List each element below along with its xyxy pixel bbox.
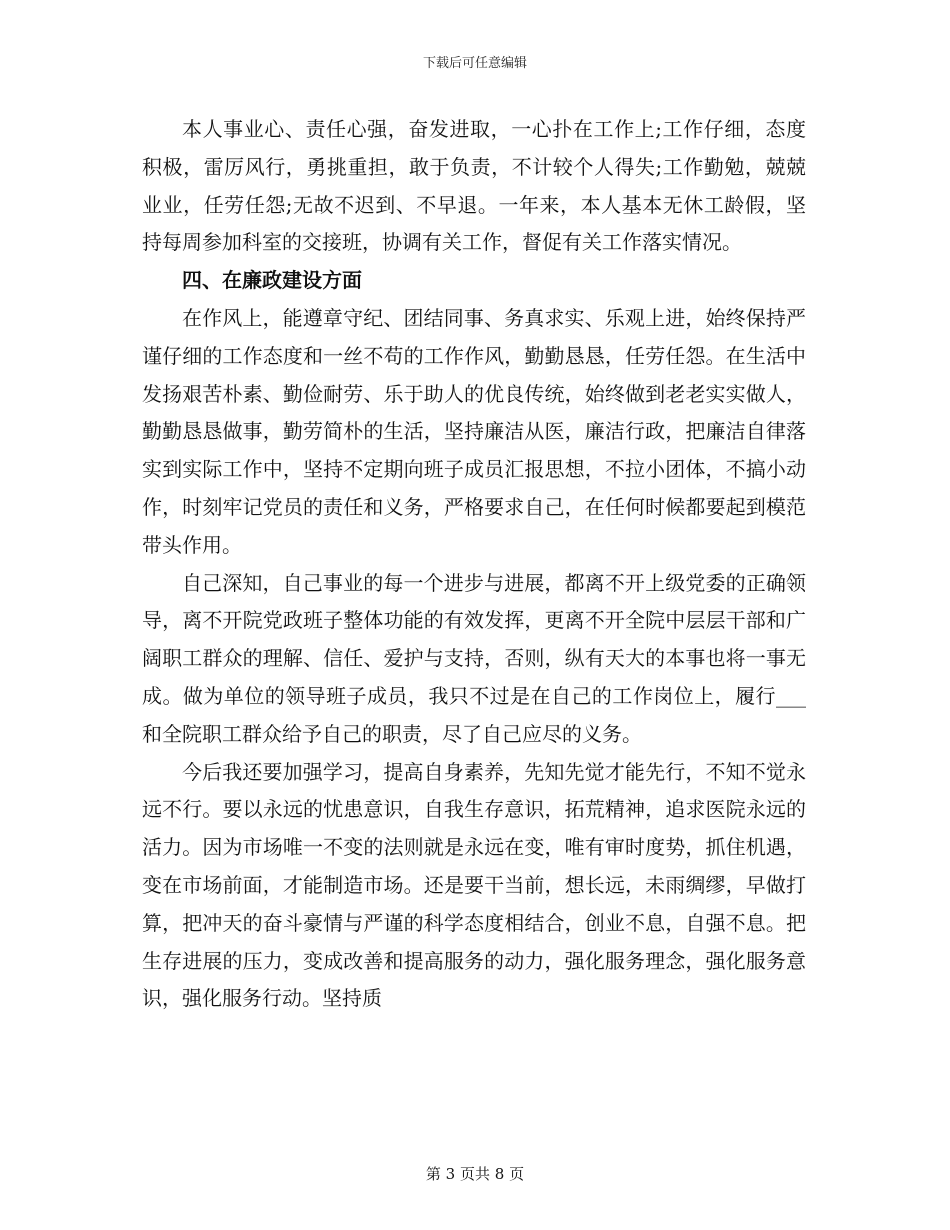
document-body [142,111,806,1018]
paragraph-self-awareness: 自己深知，自己事业的每一个进步与进展，都离不开上级党委的正确领导，离不开院党政班子整体功能的有效发挥，更离不开全院中层层干部和广阔职工群众的理解、信任、爱护与支持，否则，纵有天大的本事也将一事无成。做为单位的领导班子成员，我只不过是在自己的工作岗位上，履行___和全院职工群众给予自己的职责，尽了自己应尽的义务。 [142,570,806,746]
paragraph-future-plans: 今后我还要加强学习，提高自身素养，先知先觉才能先行，不知不觉永远不行。要以永远的忧患意识，自我生存意识，拓荒精神，追求医院永远的活力。因为市场唯一不变的法则就是永远在变，唯有审时度势，抓住机遇，变在市场前面，才能制造市场。还是要干当前，想长远，未雨绸缪，早做打算，把冲天的奋斗豪情与严谨的科学态度相结合，创业不息，自强不息。把生存进展的压力，变成改善和提高服务的动力，强化服务理念，强化服务意识，强化服务行动。坚持质 [142,759,806,1011]
page-header: 下载后可任意编辑 [422,56,527,71]
paragraph-work-style: 在作风上，能遵章守纪、团结同事、务真求实、乐观上进，始终保持严谨仔细的工作态度和一丝不苟的工作作风，勤勤恳恳，任劳任怨。在生活中发扬艰苦朴素、勤俭耐劳、乐于助人的优良传统，始终做到老老实实做人，勤勤恳恳做事，勤劳简朴的生活，坚持廉洁从医，廉洁行政，把廉洁自律落实到实际工作中，坚持不定期向班子成员汇报思想，不拉小团体，不搞小动作，时刻牢记党员的责任和义务，严格要求自己，在任何时候都要起到模范带头作用。 [142,305,806,557]
section-heading-integrity: 四、在廉政建设方面 [182,268,362,293]
paragraph-work-attitude: 本人事业心、责任心强，奋发进取，一心扑在工作上;工作仔细，态度积极，雷厉风行，勇挑重担，敢于负责，不计较个人得失;工作勤勉，兢兢业业，任劳任怨;无故不迟到、不早退。一年来，本人基本无休工龄假，坚持每周参加科室的交接班，协调有关工作，督促有关工作落实情况。 [142,117,806,255]
page-number-footer: 第 3 页共 8 页 [425,1165,525,1183]
